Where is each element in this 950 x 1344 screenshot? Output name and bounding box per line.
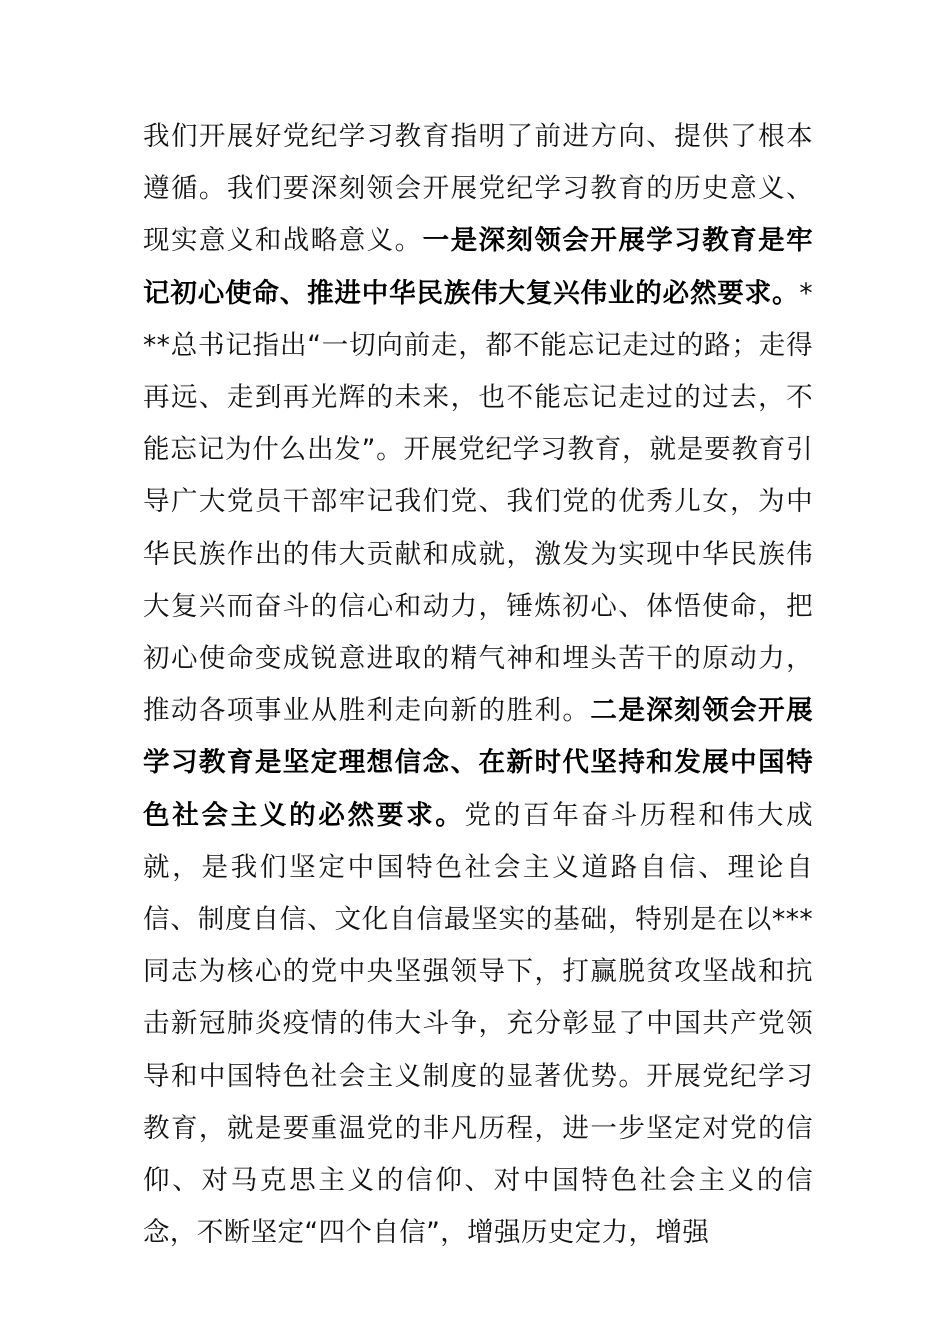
text-segment: 党的百年奋斗历程和伟大成就，是我们坚定中国特色社会主义道路自信、理论自信、制度自信、文化自信最坚实的基础，特别是在以***同志为核心的党中央坚强领导下，打赢脱贫攻坚战和抗击新冠肺炎疫情的伟大斗争，充分彰显了中国共产党领导和中国特色社会主义制度的显著优势。开展党纪学习教育，就是要重温党的非凡历程，进一步坚定对党的信仰、对马克思主义的信仰、对中国特色社会主义的信念，不断坚定“四个自信”，增强历史定力，增强	[143, 799, 813, 1249]
bold-heading-two: 二是深刻领会开展学习教育是坚定理想信念、在新时代坚持和发展中国特色社会主义的必然要求。	[143, 695, 813, 831]
body-paragraph	[143, 111, 813, 1259]
text-segment: 我们开展好党纪学习教育指明了前进方向、提供了根本遵循。我们要深刻领会开展党纪学习教育的历史意义、现实意义和战略意义。	[143, 121, 813, 257]
text-segment: ***总书记指出“一切向前走，都不能忘记走过的路；走得再远、走到再光辉的未来，也不能忘记走过的过去，不能忘记为什么出发”。开展党纪学习教育，就是要教育引导广大党员干部牢记我们党、我们党的优秀儿女，为中华民族作出的伟大贡献和成就，激发为实现中华民族伟大复兴而奋斗的信心和动力，锤炼初心、体悟使命，把初心使命变成锐意进取的精气神和埋头苦干的原动力，推动各项事业从胜利走向新的胜利。	[143, 277, 813, 727]
bold-heading-one: 一是深刻领会开展学习教育是牢记初心使命、推进中华民族伟大复兴伟业的必然要求。	[143, 225, 813, 309]
